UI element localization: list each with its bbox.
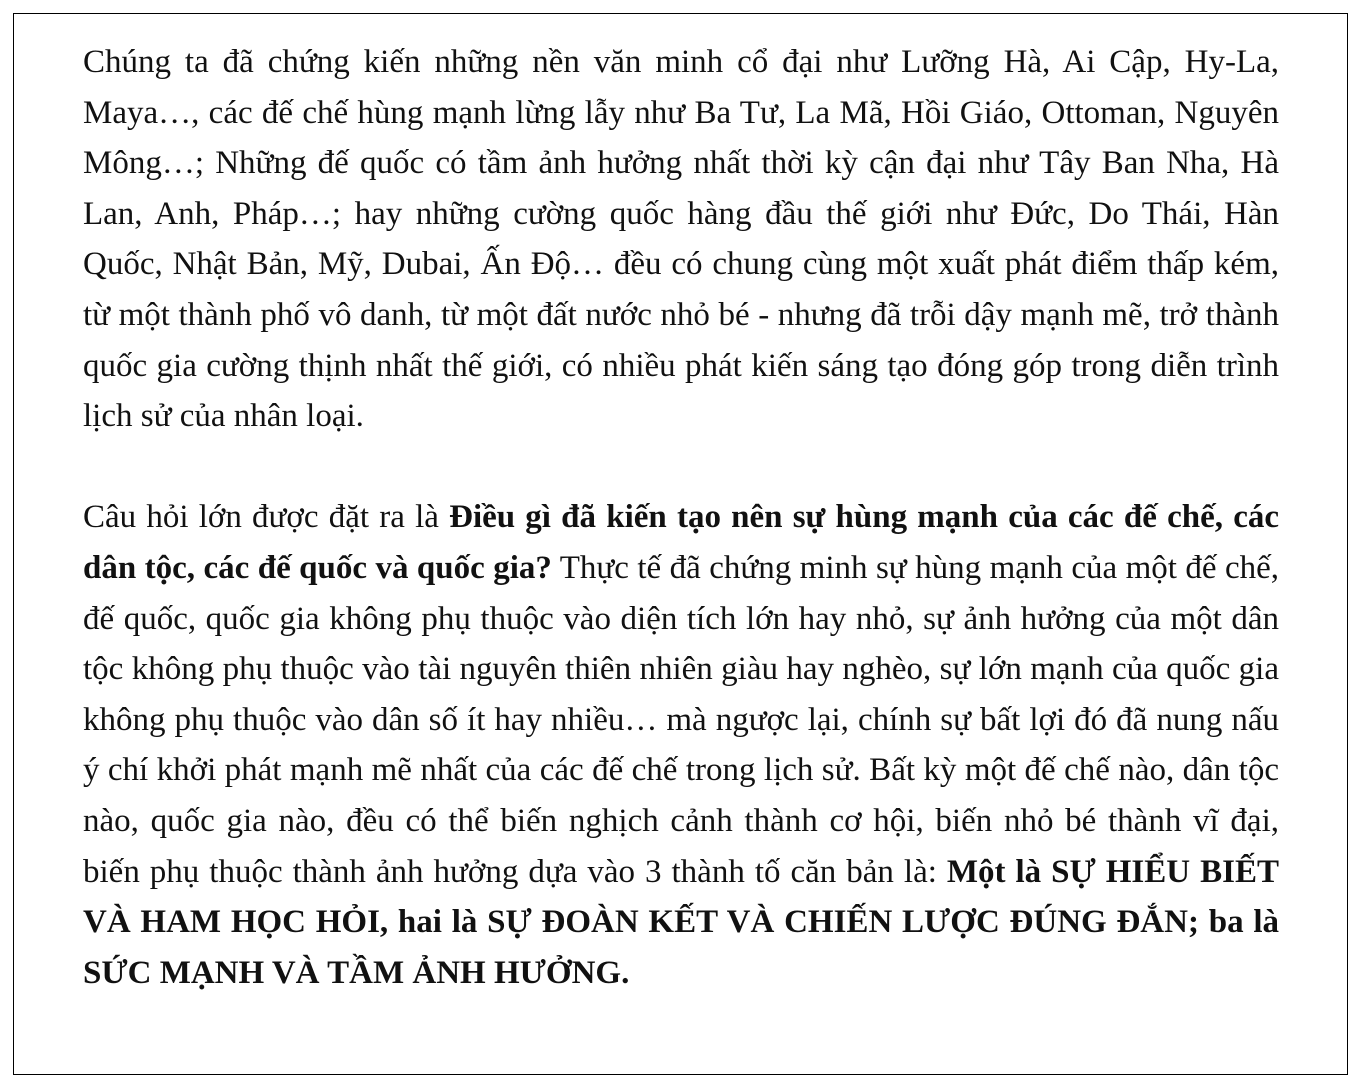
question-intro: Câu hỏi lớn được đặt ra là xyxy=(83,499,450,536)
question-body: Thực tế đã chứng minh sự hùng mạnh của một đế chế, đế quốc, quốc gia không phụ thuộc vào diện tích lớn hay nhỏ, sự ảnh hưởng của một dân tộc không phụ thuộc vào tài nguyên thiên nhiên giàu hay nghèo, sự lớn mạnh của quốc gia không phụ thuộc vào dân số ít hay nhiều… mà ngược lại, chính sự bất lợi đó đã nung nấu ý chí khởi phát mạnh mẽ nhất của các đế chế trong lịch sử. Bất kỳ một đế chế nào, dân tộc nào, quốc gia nào, đều có thể biến nghịch cảnh thành cơ hội, biến nhỏ bé thành vĩ đại, biến phụ thuộc thành ảnh hưởng dựa vào 3 thành tố căn bản là: xyxy=(83,549,1279,890)
paragraph-question xyxy=(83,492,1279,998)
paragraph-civilizations-text: Chúng ta đã chứng kiến những nền văn minh cổ đại như Lưỡng Hà, Ai Cập, Hy-La, Maya…, các đế chế hùng mạnh lừng lẫy như Ba Tư, La Mã, Hồi Giáo, Ottoman, Nguyên Mông…; Những đế quốc có tầm ảnh hưởng nhất thời kỳ cận đại như Tây Ban Nha, Hà Lan, Anh, Pháp…; hay những cường quốc hàng đầu thế giới như Đức, Do Thái, Hàn Quốc, Nhật Bản, Mỹ, Dubai, Ấn Độ… đều có chung cùng một xuất phát điểm thấp kém, từ một thành phố vô danh, từ một đất nước nhỏ bé - nhưng đã trỗi dậy mạnh mẽ, trở thành quốc gia cường thịnh nhất thế giới, có nhiều phát kiến sáng tạo đóng góp trong diễn trình lịch sử của nhân loại. xyxy=(83,44,1279,435)
question-bold: Điều gì đã kiến tạo nên sự hùng mạnh của các đế chế, các dân tộc, các đế quốc và quốc gia? xyxy=(83,499,1279,586)
document-body xyxy=(83,37,1279,998)
three-elements-bold: Một là SỰ HIỂU BIẾT VÀ HAM HỌC HỎI, hai là SỰ ĐOÀN KẾT VÀ CHIẾN LƯỢC ĐÚNG ĐẮN; ba là SỨC MẠNH VÀ TẦM ẢNH HƯỞNG. xyxy=(83,853,1279,991)
paragraph-civilizations xyxy=(83,37,1279,442)
